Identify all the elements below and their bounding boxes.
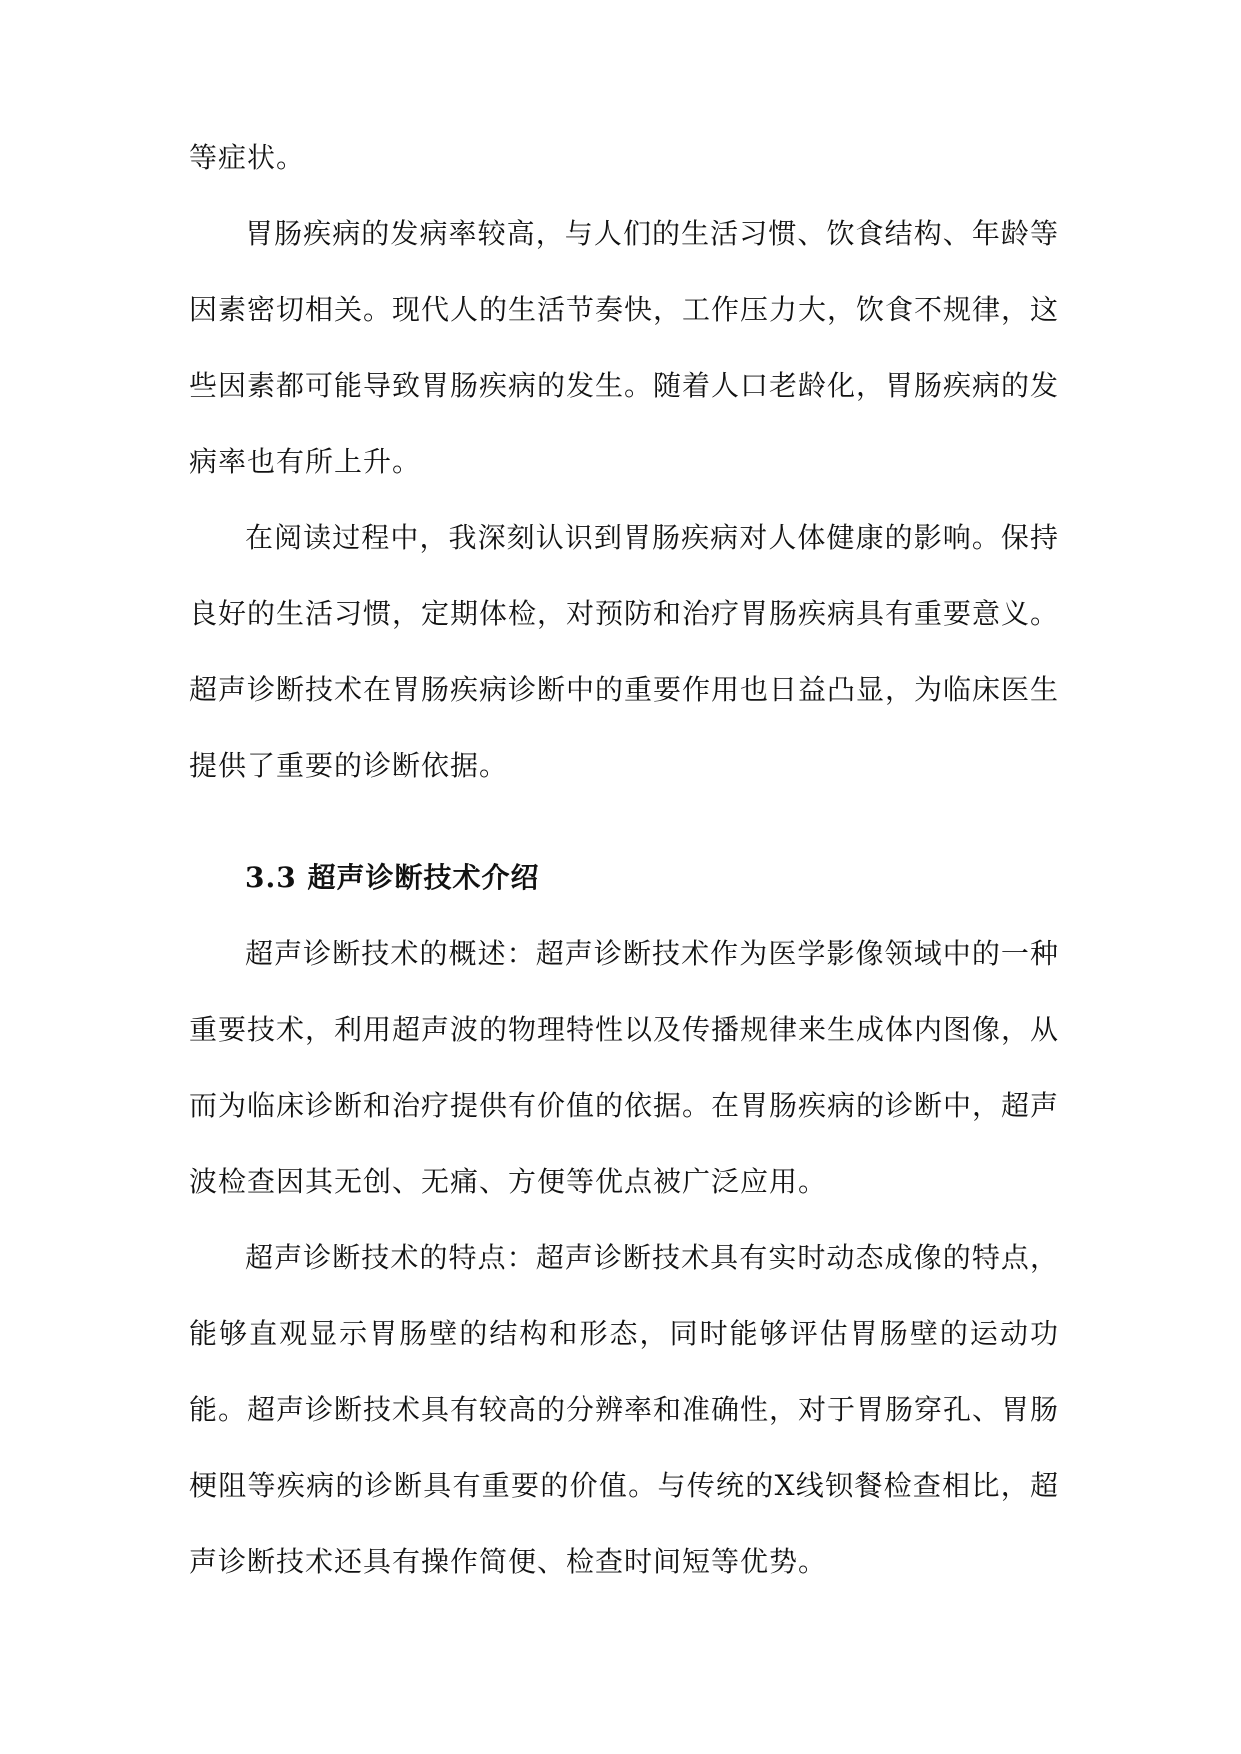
paragraph-reflection: 在阅读过程中，我深刻认识到胃肠疾病对人体健康的影响。保持良好的生活习惯，定期体检，对预防和治疗胃肠疾病具有重要意义。超声诊断技术在胃肠疾病诊断中的重要作用也日益凸显，为临床医生提供了重要的诊断依据。 — [189, 521, 1060, 782]
paragraph-features: 超声诊断技术的特点：超声诊断技术具有实时动态成像的特点，能够直观显示胃肠壁的结构和形态，同时能够评估胃肠壁的运动功能。超声诊断技术具有较高的分辨率和准确性，对于胃肠穿孔、胃肠梗阻等疾病的诊断具有重要的价值。与传统的X线钡餐检查相比，超声诊断技术还具有操作简便、检查时间短等优势。 — [189, 1241, 1060, 1578]
paragraph-continuation: 等症状。 — [189, 141, 306, 174]
document-page — [189, 120, 1059, 1600]
section-heading: 3.3 超声诊断技术介绍 — [245, 861, 540, 894]
paragraph-overview: 超声诊断技术的概述：超声诊断技术作为医学影像领域中的一种重要技术，利用超声波的物理特性以及传播规律来生成体内图像，从而为临床诊断和治疗提供有价值的依据。在胃肠疾病的诊断中，超声波检查因其无创、无痛、方便等优点被广泛应用。 — [189, 937, 1060, 1198]
paragraph-incidence: 胃肠疾病的发病率较高，与人们的生活习惯、饮食结构、年龄等因素密切相关。现代人的生活节奏快，工作压力大，饮食不规律，这些因素都可能导致胃肠疾病的发生。随着人口老龄化，胃肠疾病的发病率也有所上升。 — [189, 217, 1060, 478]
